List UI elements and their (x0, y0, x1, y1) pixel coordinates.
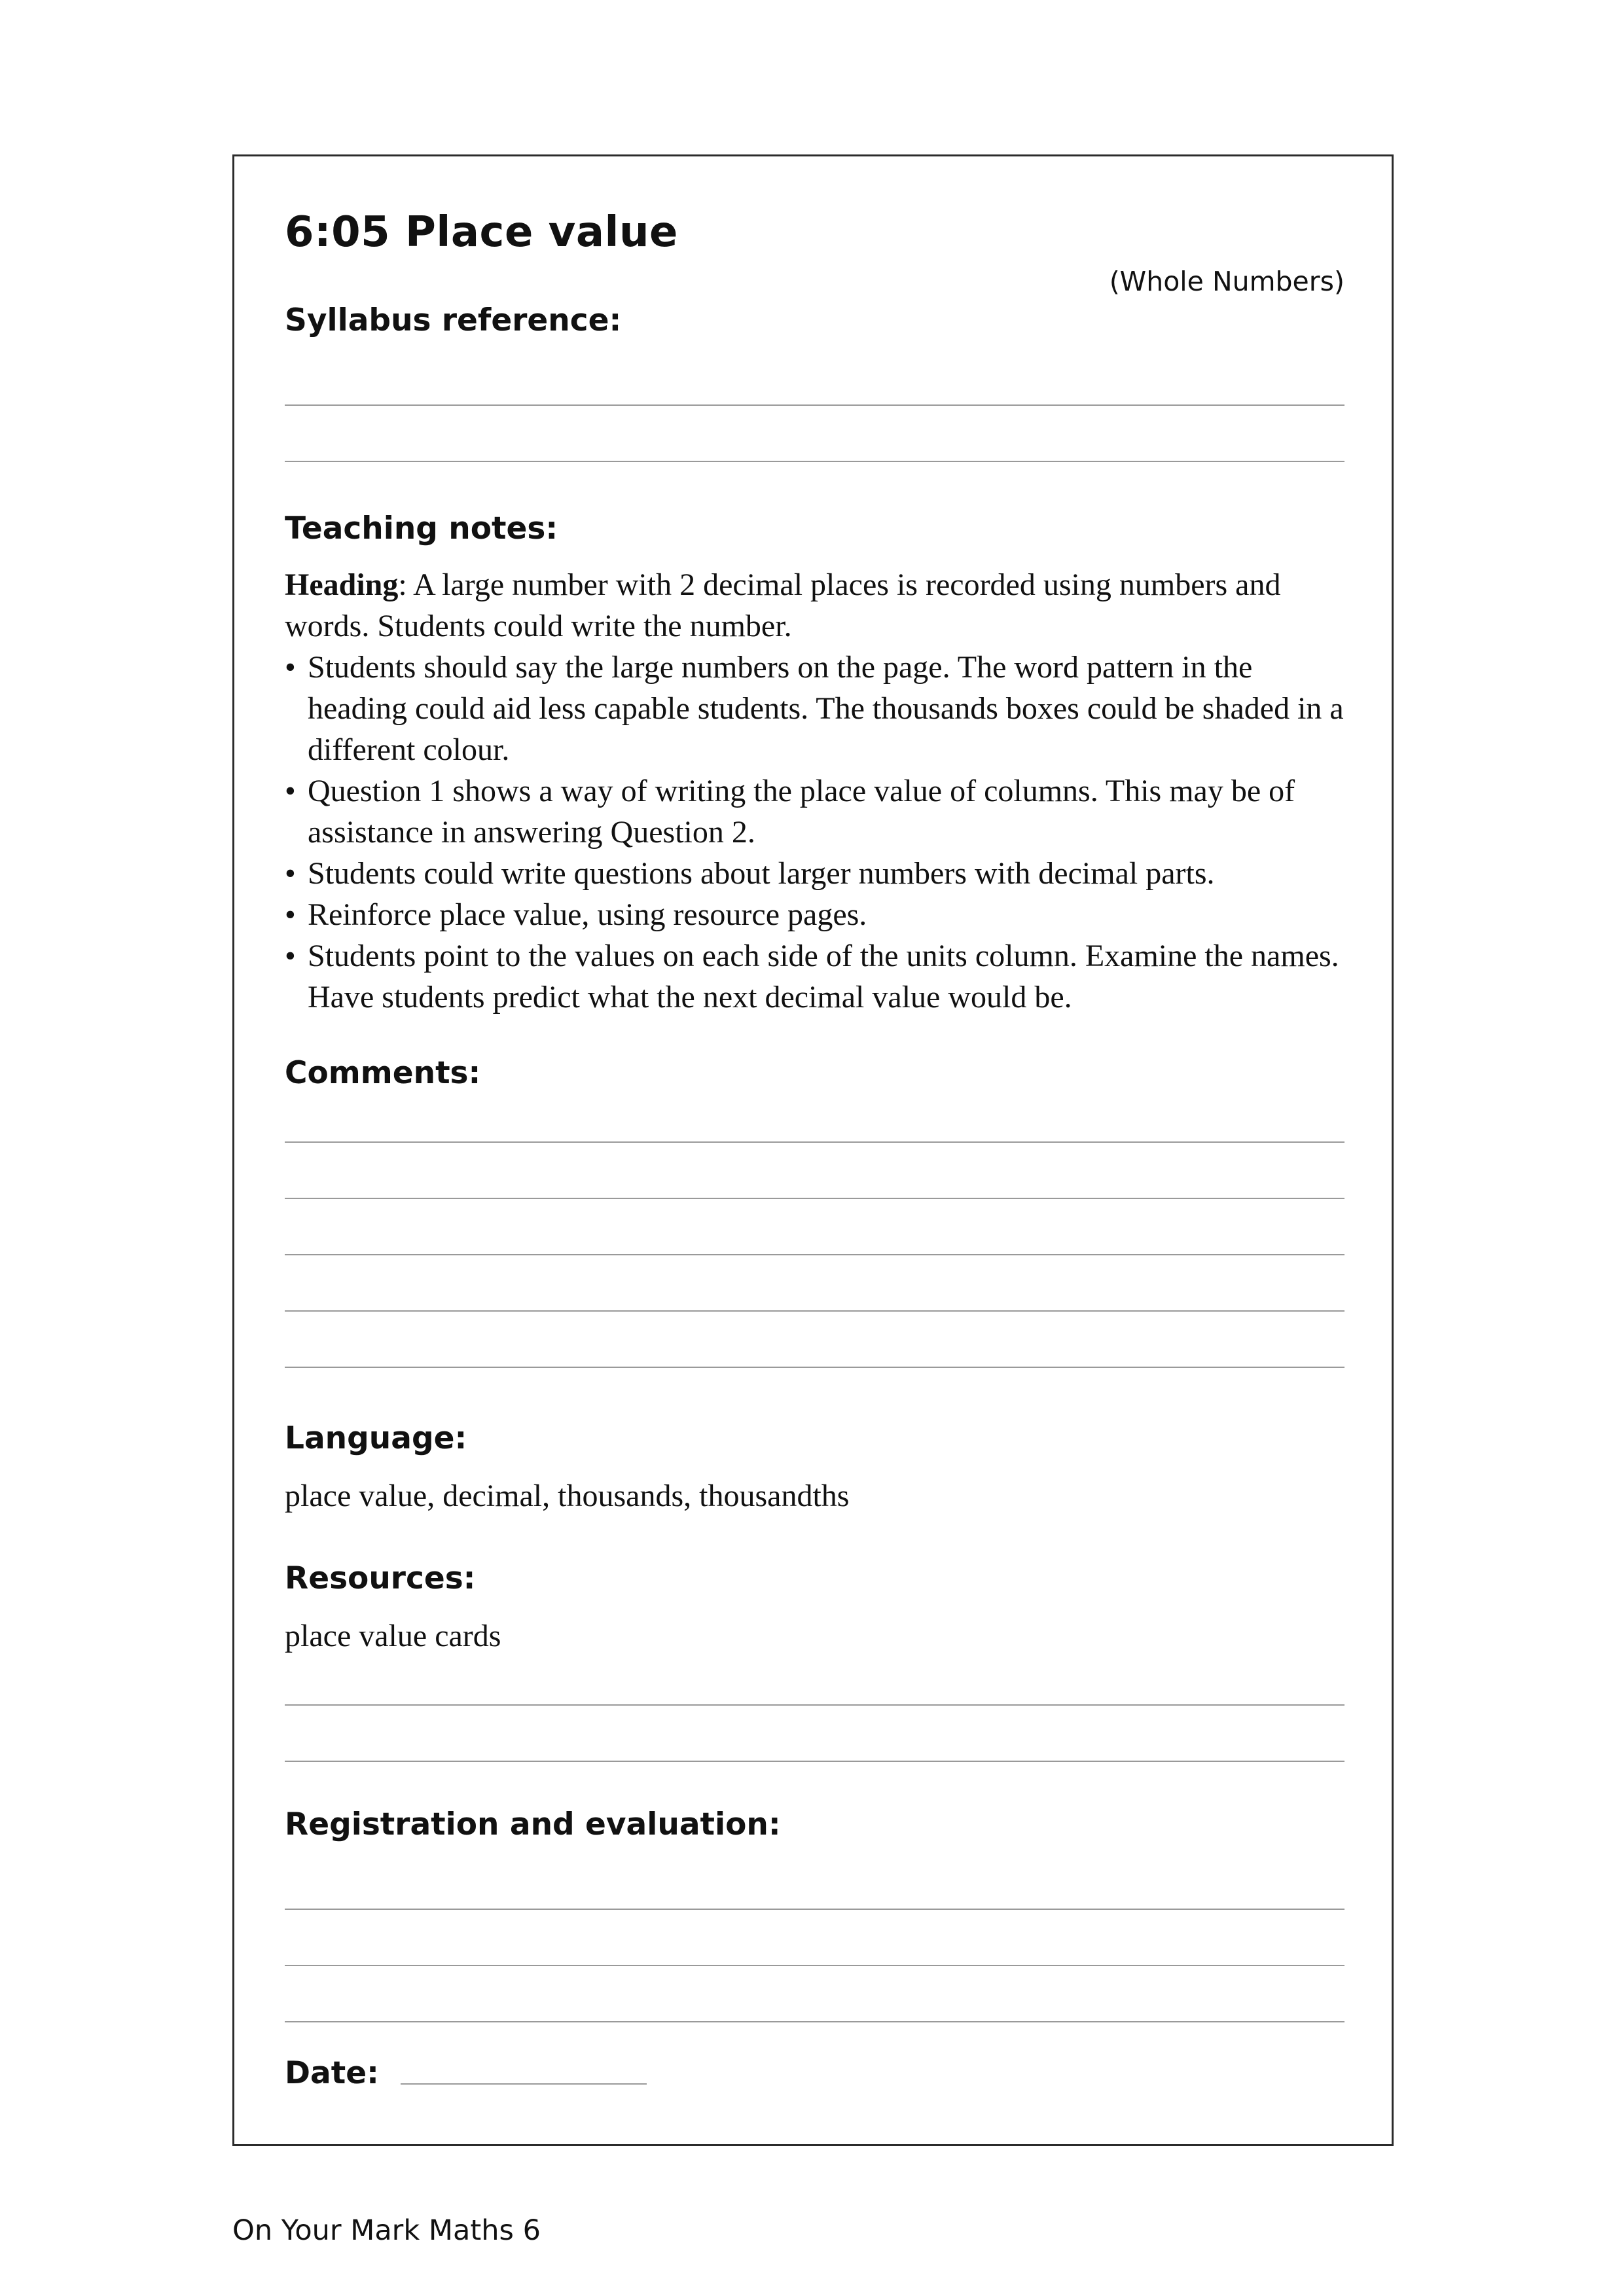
list-item-text: Students point to the values on each side of the units column. Examine the names. Have students predict what the next decimal value would be. (308, 939, 1339, 1014)
list-item (285, 894, 1358, 935)
bullet-icon: • (285, 897, 296, 932)
intro-text: : A large number with 2 decimal places is recorded using numbers and words. Students could write the number. (285, 567, 1281, 643)
registration-writing-line[interactable] (285, 1965, 1344, 1966)
resources-writing-line[interactable] (285, 1761, 1344, 1762)
syllabus-writing-line[interactable] (285, 461, 1344, 462)
comments-writing-line[interactable] (285, 1254, 1344, 1255)
topic-category: (Whole Numbers) (1109, 266, 1344, 297)
comments-writing-line[interactable] (285, 1141, 1344, 1143)
teaching-notes-list (285, 647, 1358, 1018)
list-item (285, 647, 1358, 770)
bullet-icon: • (285, 650, 296, 685)
bullet-icon: • (285, 856, 296, 891)
list-item (285, 853, 1358, 894)
teaching-notes-intro (285, 564, 1358, 647)
list-item (285, 770, 1358, 853)
date-label: Date: (285, 2055, 379, 2091)
teaching-notes-body (285, 564, 1358, 1018)
comments-writing-line[interactable] (285, 1367, 1344, 1368)
list-item-text: Question 1 shows a way of writing the place value of columns. This may be of assistance in answering Question 2. (308, 774, 1295, 850)
bullet-icon: • (285, 939, 296, 973)
teaching-notes-heading: Teaching notes: (285, 511, 558, 547)
page-footer: On Your Mark Maths 6 (232, 2214, 541, 2247)
comments-writing-line[interactable] (285, 1310, 1344, 1312)
page-frame (232, 154, 1394, 2146)
resources-heading: Resources: (285, 1560, 476, 1596)
resources-writing-line[interactable] (285, 1704, 1344, 1706)
registration-writing-line[interactable] (285, 2021, 1344, 2022)
list-item-text: Reinforce place value, using resource pages. (308, 897, 867, 932)
comments-writing-line[interactable] (285, 1198, 1344, 1199)
list-item-text: Students should say the large numbers on the page. The word pattern in the heading could aid less capable students. The thousands boxes could be shaded in a different colour. (308, 650, 1344, 767)
resources-text: place value cards (285, 1619, 501, 1653)
date-writing-line[interactable] (401, 2083, 647, 2085)
bullet-icon: • (285, 774, 296, 808)
language-heading: Language: (285, 1420, 467, 1456)
registration-writing-line[interactable] (285, 1909, 1344, 1910)
syllabus-reference-heading: Syllabus reference: (285, 302, 622, 338)
list-item (285, 935, 1358, 1018)
language-text: place value, decimal, thousands, thousandths (285, 1479, 850, 1513)
page-title: 6:05 Place value (285, 208, 678, 257)
intro-bold-label: Heading (285, 567, 399, 602)
syllabus-writing-line[interactable] (285, 404, 1344, 406)
list-item-text: Students could write questions about larger numbers with decimal parts. (308, 856, 1215, 891)
comments-heading: Comments: (285, 1055, 481, 1091)
registration-heading: Registration and evaluation: (285, 1806, 781, 1842)
